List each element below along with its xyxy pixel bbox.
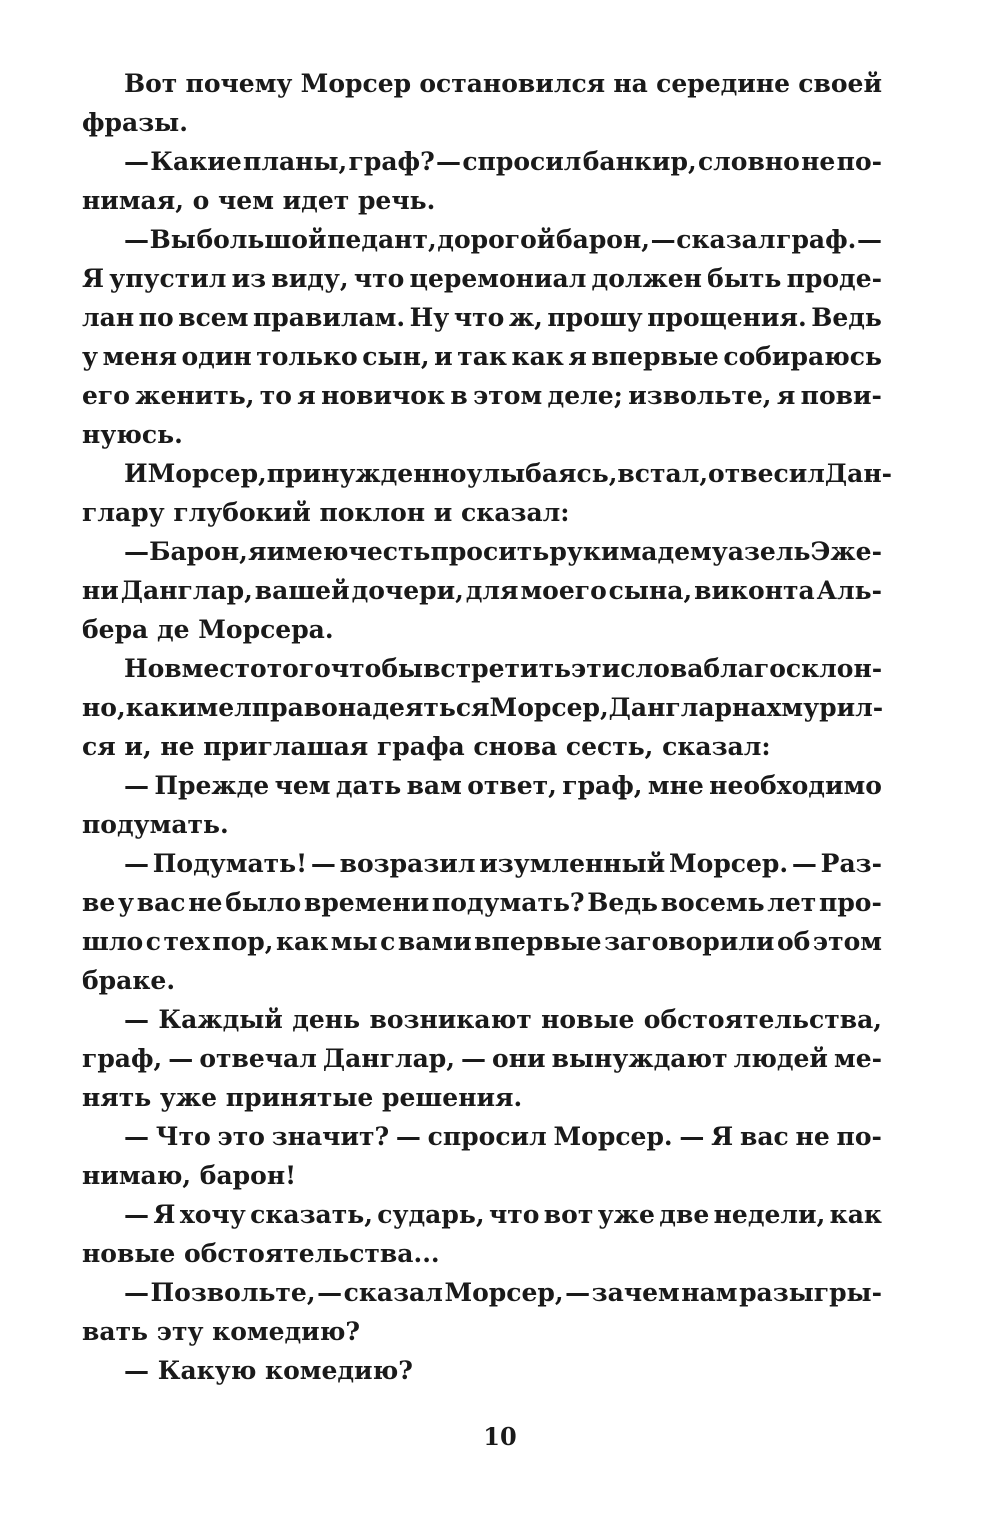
text-line: [82, 1117, 882, 1156]
word: проде-: [786, 264, 882, 293]
word: ве: [82, 888, 116, 917]
text-line: [82, 1273, 882, 1312]
word: возникают: [369, 1005, 532, 1034]
word: нам: [681, 1278, 738, 1307]
text-line: [82, 1312, 882, 1351]
text-line: [82, 1000, 882, 1039]
word: правилам.: [252, 303, 406, 332]
text-line: [82, 376, 882, 415]
text-line: [82, 961, 882, 1000]
word: спросил: [427, 1122, 547, 1151]
word: Позвольте,: [150, 1278, 316, 1307]
word: мне: [647, 771, 704, 800]
word: и: [434, 342, 453, 371]
word: недели,: [713, 1200, 826, 1229]
word: с: [380, 927, 396, 956]
word: вот: [543, 1200, 594, 1229]
word: хочу: [179, 1200, 246, 1229]
word: то: [259, 381, 292, 410]
word: спросил: [462, 147, 582, 176]
text-line: [82, 454, 892, 493]
word: впервые: [591, 342, 719, 371]
word: имею: [266, 537, 349, 566]
word: меня: [102, 342, 177, 371]
line-text: — Какую комедию?: [124, 1356, 413, 1385]
word: прошу: [547, 303, 643, 332]
text-line: [82, 181, 882, 220]
word: Морсер: [300, 69, 412, 98]
word: словно: [697, 147, 800, 176]
word: почему: [185, 69, 293, 98]
word: не: [188, 888, 223, 917]
word: всем: [178, 303, 249, 332]
word: сына,: [608, 576, 693, 605]
word: я: [776, 381, 796, 410]
word: граф.: [776, 225, 857, 254]
text-line: [82, 298, 882, 337]
word: имел: [178, 693, 252, 722]
word: планы,: [243, 147, 348, 176]
word: прощения.: [647, 303, 807, 332]
page-number: 10: [483, 1422, 517, 1451]
word: дочери,: [351, 576, 464, 605]
word: граф?: [348, 147, 435, 176]
word: педант,: [327, 225, 437, 254]
line-text: вать эту комедию?: [82, 1317, 360, 1346]
word: Ну: [409, 303, 450, 332]
word: подумать?: [431, 888, 585, 917]
word: новичок: [321, 381, 446, 410]
word: Данглар,: [322, 1044, 455, 1073]
word: сын,: [362, 342, 430, 371]
text-line: [82, 922, 882, 961]
word: ответ,: [467, 771, 557, 800]
body-text: [82, 64, 892, 1390]
word: Аль-: [816, 576, 882, 605]
word: граф,: [562, 771, 643, 800]
word: заговорили: [604, 927, 775, 956]
word: этом: [473, 381, 543, 410]
word: виду,: [271, 264, 349, 293]
word: —: [124, 537, 149, 566]
word: встал,: [617, 459, 709, 488]
word: Данглар: [608, 693, 733, 722]
word: как: [275, 927, 329, 956]
text-line: [82, 220, 882, 259]
text-line: [82, 259, 882, 298]
word: нахмурил-: [732, 693, 884, 722]
word: обстоятельства,: [643, 1005, 882, 1034]
word: вместо: [164, 654, 267, 683]
word: встретить: [423, 654, 572, 683]
word: как: [829, 1200, 882, 1229]
word: граф,: [82, 1044, 163, 1073]
word: Морсер,: [489, 693, 609, 722]
word: но,: [82, 693, 126, 722]
word: вашей: [254, 576, 350, 605]
word: быть: [707, 264, 782, 293]
word: Ведь: [587, 888, 658, 917]
word: не: [801, 147, 836, 176]
text-line: [82, 532, 882, 571]
word: мы: [330, 927, 378, 956]
word: я: [568, 342, 587, 371]
word: —: [124, 1005, 149, 1034]
word: вас: [739, 1122, 789, 1151]
word: упустил: [109, 264, 227, 293]
word: зачем: [591, 1278, 680, 1307]
word: Какие: [150, 147, 242, 176]
word: Что: [155, 1122, 211, 1151]
word: ме-: [834, 1044, 882, 1073]
text-line: [82, 727, 882, 766]
word: я: [247, 537, 267, 566]
word: я: [297, 381, 316, 410]
word: по: [138, 303, 174, 332]
word: —: [124, 225, 149, 254]
word: дорогой: [437, 225, 556, 254]
text-line: [82, 649, 882, 688]
word: разыгры-: [739, 1278, 882, 1307]
word: банкир,: [582, 147, 697, 176]
word: честь: [348, 537, 431, 566]
word: женить,: [135, 381, 255, 410]
word: так: [457, 342, 507, 371]
word: чем: [274, 771, 331, 800]
word: было: [225, 888, 302, 917]
word: у: [82, 342, 99, 371]
word: пови-: [800, 381, 882, 410]
line-text: бера де Морсера.: [82, 615, 334, 644]
word: —: [857, 225, 882, 254]
word: у: [118, 888, 135, 917]
word: —: [650, 225, 676, 254]
word: Морсер.: [553, 1122, 673, 1151]
word: —: [124, 771, 149, 800]
word: —: [168, 1044, 194, 1073]
word: Но: [124, 654, 165, 683]
line-text: нимаю, барон!: [82, 1161, 297, 1190]
text-line: [82, 64, 882, 103]
text-line: [82, 415, 882, 454]
word: того: [266, 654, 331, 683]
word: слова: [620, 654, 704, 683]
word: большой: [196, 225, 327, 254]
word: принужденно: [266, 459, 467, 488]
word: ни: [82, 576, 119, 605]
text-line: [82, 571, 882, 610]
word: Барон,: [149, 537, 248, 566]
text-line: [82, 844, 882, 883]
word: пор,: [212, 927, 274, 956]
word: Морсер,: [147, 459, 267, 488]
word: по-: [836, 147, 882, 176]
word: —: [679, 1122, 705, 1151]
word: остановился: [419, 69, 606, 98]
word: этом: [812, 927, 882, 956]
word: должен: [591, 264, 702, 293]
word: новые: [541, 1005, 635, 1034]
word: виконта: [694, 576, 815, 605]
word: —: [395, 1122, 421, 1151]
word: день: [292, 1005, 361, 1034]
text-line: [82, 1195, 882, 1234]
text-line: [82, 493, 882, 532]
word: сказал: [676, 225, 776, 254]
word: Раз-: [820, 849, 882, 878]
word: восемь: [660, 888, 765, 917]
word: —: [436, 147, 462, 176]
word: —: [124, 1278, 149, 1307]
word: барон,: [555, 225, 650, 254]
text-line: [82, 688, 882, 727]
word: две: [659, 1200, 710, 1229]
word: как: [511, 342, 564, 371]
word: —: [310, 849, 336, 878]
line-text: нимая, о чем идет речь.: [82, 186, 436, 215]
word: своей: [798, 69, 882, 98]
word: И: [124, 459, 148, 488]
word: тех: [163, 927, 210, 956]
word: его: [82, 381, 130, 410]
word: что: [488, 1200, 540, 1229]
word: об: [777, 927, 811, 956]
word: отвечал: [199, 1044, 317, 1073]
word: значит?: [271, 1122, 390, 1151]
word: Данглар,: [120, 576, 253, 605]
line-text: подумать.: [82, 810, 229, 839]
line-text: фразы.: [82, 108, 188, 137]
text-line: [82, 766, 882, 805]
word: изумленный: [479, 849, 666, 878]
word: по-: [836, 1122, 882, 1151]
word: —: [124, 147, 149, 176]
word: надеяться: [337, 693, 490, 722]
word: что: [353, 264, 405, 293]
word: из: [231, 264, 267, 293]
word: впервые: [474, 927, 602, 956]
word: для: [465, 576, 519, 605]
word: руки: [549, 537, 620, 566]
word: сказал: [343, 1278, 443, 1307]
word: Я: [711, 1122, 734, 1151]
text-line: [82, 1039, 882, 1078]
word: вами: [397, 927, 472, 956]
word: эти: [571, 654, 621, 683]
word: Прежде: [154, 771, 270, 800]
word: Морсер.: [668, 849, 789, 878]
word: моего: [520, 576, 607, 605]
word: улыбаясь,: [466, 459, 618, 488]
word: отвесил: [708, 459, 825, 488]
word: дать: [335, 771, 402, 800]
word: они: [492, 1044, 546, 1073]
word: Подумать!: [152, 849, 308, 878]
word: —: [565, 1278, 591, 1307]
word: —: [791, 849, 817, 878]
word: благосклон-: [703, 654, 883, 683]
text-line: [82, 103, 882, 142]
word: Морсер,: [444, 1278, 564, 1307]
line-text: ся и, не приглашая графа снова сесть, сказал:: [82, 732, 771, 761]
word: на: [613, 69, 648, 98]
word: деле;: [547, 381, 623, 410]
word: собираюсь: [723, 342, 882, 371]
word: Дан-: [824, 459, 892, 488]
word: —: [124, 1200, 149, 1229]
word: что: [453, 303, 505, 332]
word: лан: [82, 303, 135, 332]
word: людей: [733, 1044, 828, 1073]
word: Вот: [124, 69, 178, 98]
word: вынуждают: [551, 1044, 728, 1073]
word: —: [317, 1278, 343, 1307]
word: —: [124, 1122, 149, 1151]
word: только: [256, 342, 358, 371]
word: уже: [597, 1200, 655, 1229]
word: времени: [303, 888, 430, 917]
text-line: [82, 337, 882, 376]
line-text: браке.: [82, 966, 176, 995]
text-line: [82, 1156, 882, 1195]
word: сказать,: [250, 1200, 373, 1229]
text-line: [82, 1351, 882, 1390]
word: вам: [406, 771, 462, 800]
word: необходимо: [709, 771, 882, 800]
word: Вы: [149, 225, 196, 254]
line-text: глару глубокий поклон и сказал:: [82, 498, 570, 527]
word: ж,: [508, 303, 543, 332]
word: чтобы: [330, 654, 424, 683]
word: в: [450, 381, 468, 410]
word: —: [461, 1044, 487, 1073]
word: извольте,: [628, 381, 772, 410]
word: Эже-: [810, 537, 882, 566]
word: как: [125, 693, 178, 722]
word: шло: [82, 927, 144, 956]
line-text: новые обстоятельства...: [82, 1239, 440, 1268]
word: —: [124, 849, 149, 878]
text-line: [82, 1234, 882, 1273]
text-line: [82, 883, 882, 922]
text-line: [82, 805, 882, 844]
word: право: [251, 693, 338, 722]
text-line: [82, 142, 882, 181]
word: мадемуазель: [619, 537, 811, 566]
word: с: [145, 927, 161, 956]
word: возразил: [339, 849, 476, 878]
word: Каждый: [158, 1005, 283, 1034]
word: церемониал: [409, 264, 587, 293]
word: середине: [656, 69, 791, 98]
text-line: [82, 1078, 882, 1117]
word: Ведь: [811, 303, 882, 332]
word: лет: [767, 888, 817, 917]
word: это: [217, 1122, 265, 1151]
word: просить: [430, 537, 550, 566]
word: сударь,: [377, 1200, 485, 1229]
line-text: нять уже принятые решения.: [82, 1083, 523, 1112]
word: Я: [82, 264, 105, 293]
word: вас: [136, 888, 186, 917]
word: один: [181, 342, 252, 371]
word: не: [795, 1122, 830, 1151]
text-line: [82, 610, 882, 649]
word: про-: [819, 888, 882, 917]
word: Я: [153, 1200, 176, 1229]
line-text: нуюсь.: [82, 420, 183, 449]
